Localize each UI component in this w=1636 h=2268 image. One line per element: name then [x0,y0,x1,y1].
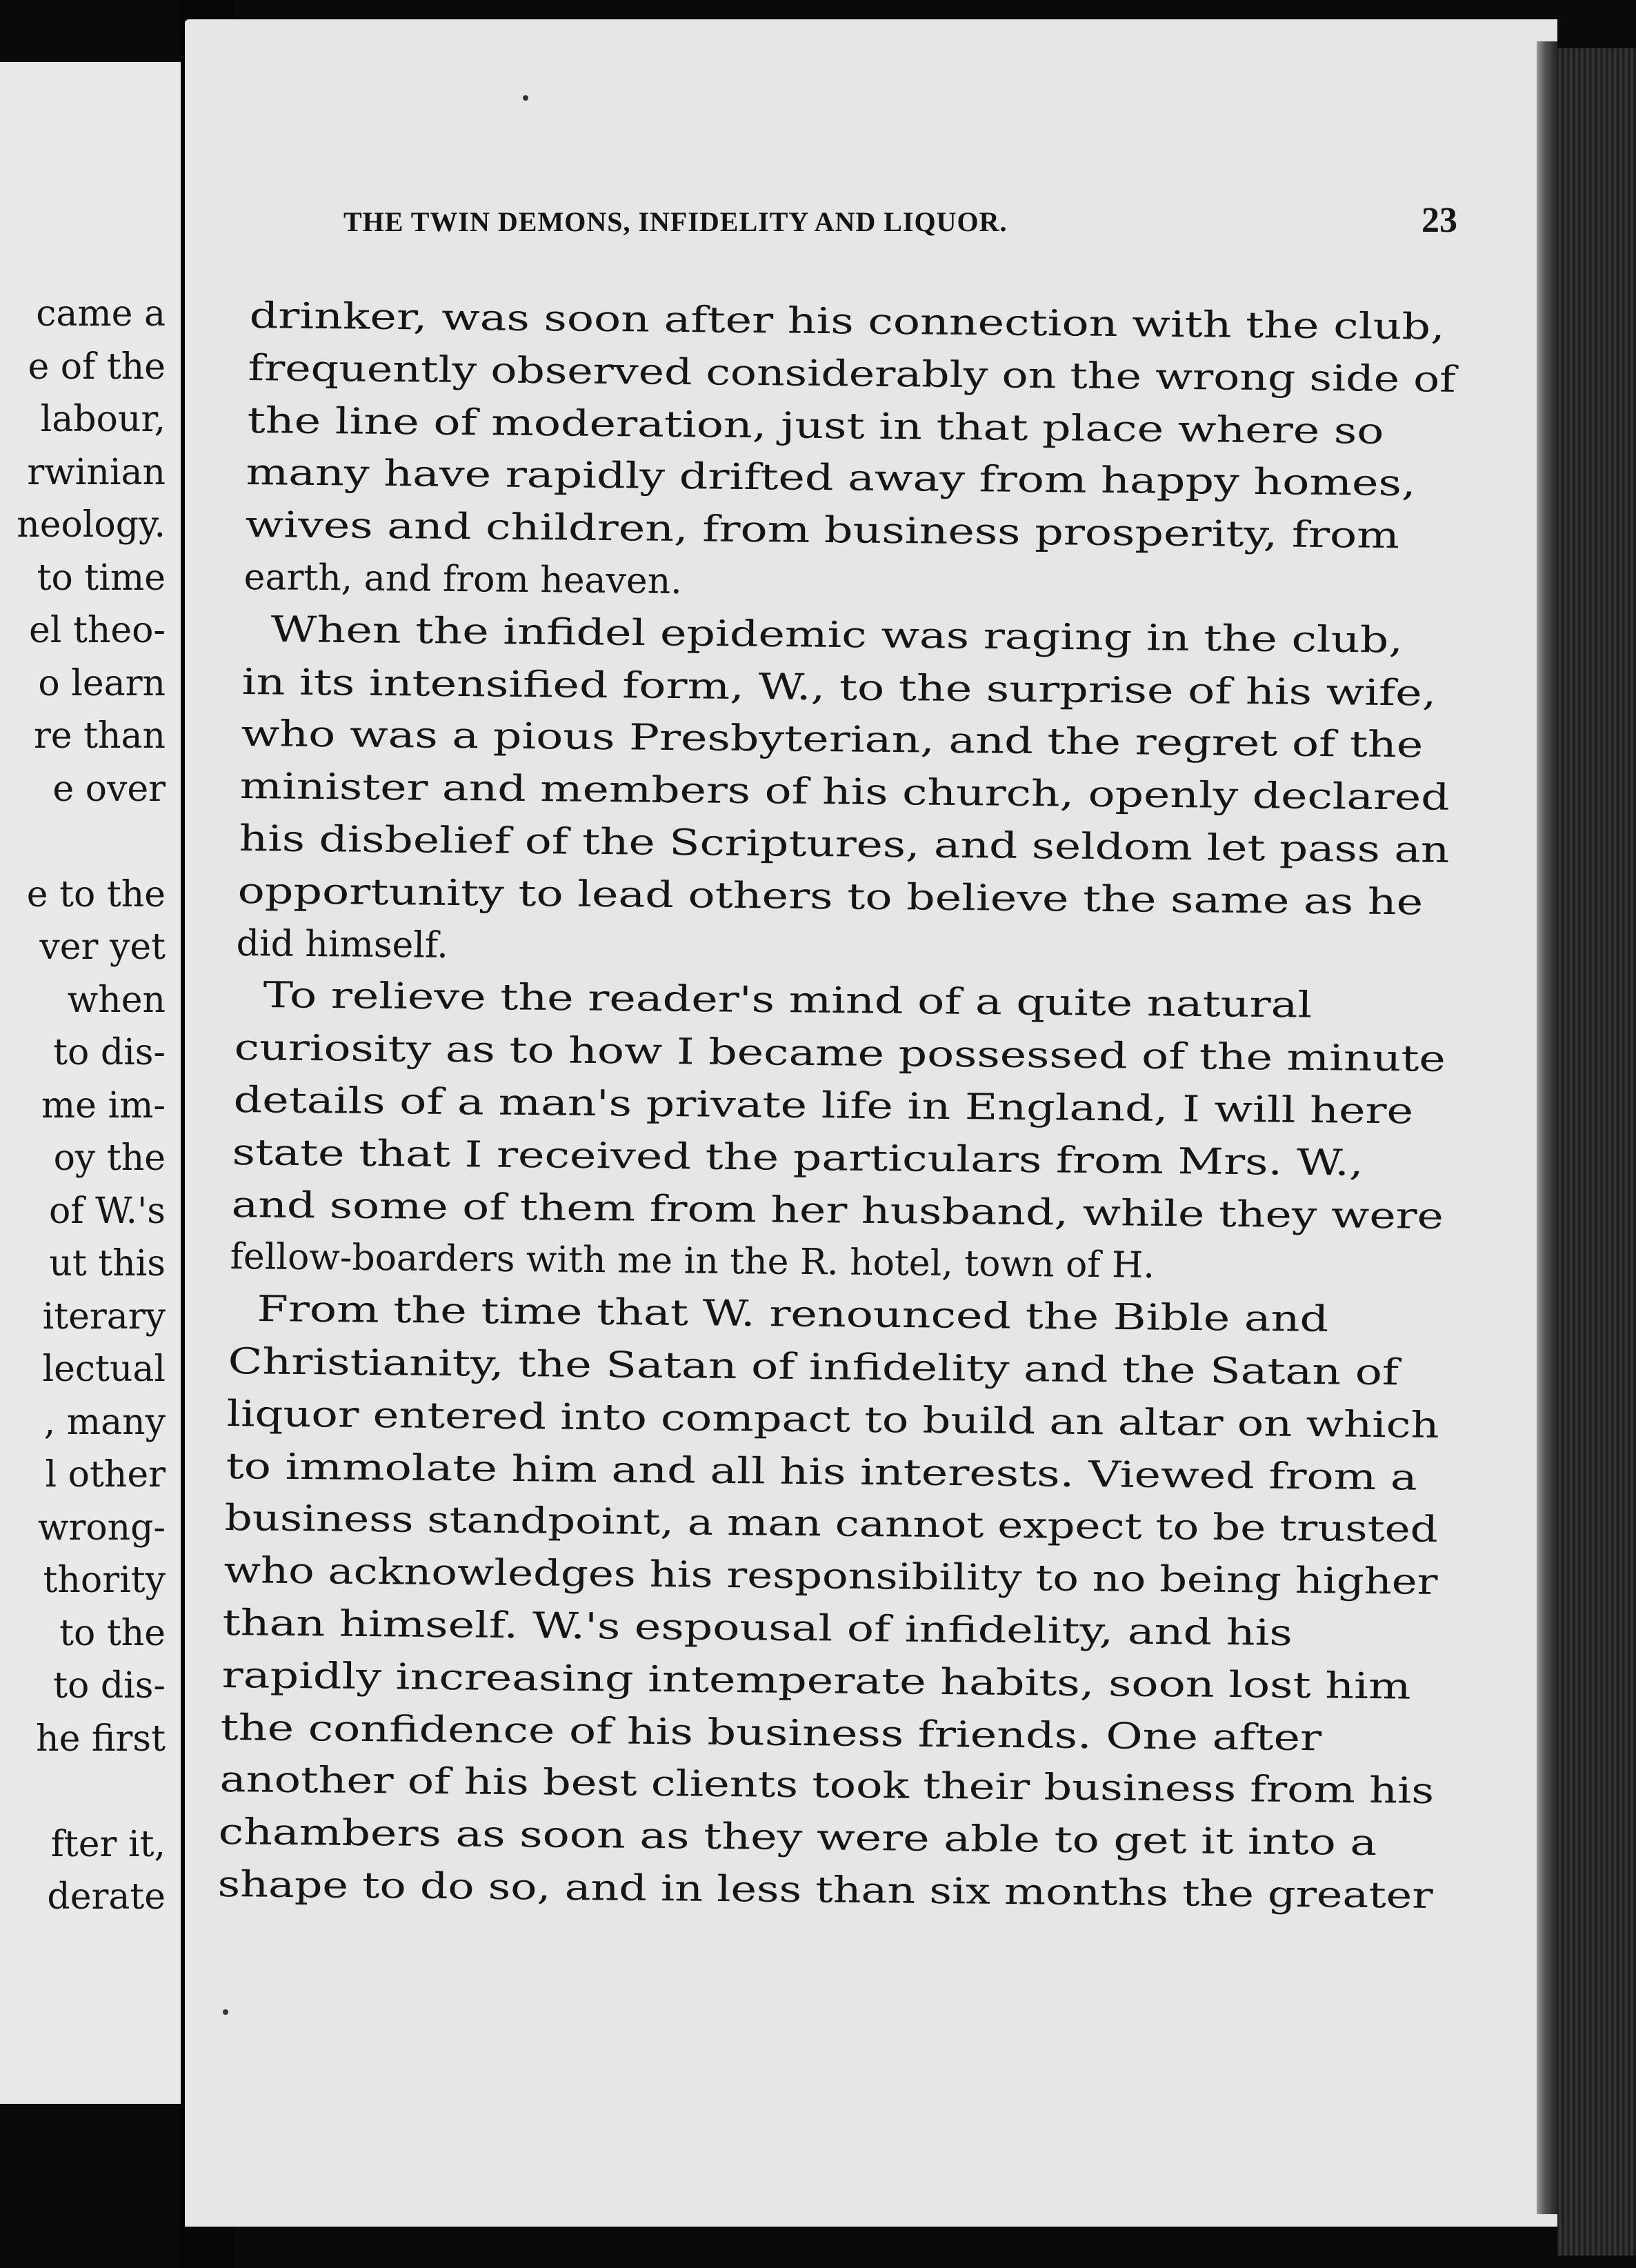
page-edge [1537,41,1557,2214]
left-page-line: fter it, [50,1823,166,1865]
text-line: his disbelief of the Scriptures, and seldom let pass an [238,818,1450,871]
page-number: 23 [1421,201,1457,240]
left-page-line: to time [37,557,166,599]
left-page-line: , many [43,1401,166,1443]
text-line: wives and children, from business prosperity, from [245,504,1399,557]
left-page-line: l other [45,1454,166,1495]
text-line: details of a man's private life in England, I will here [233,1080,1414,1133]
left-page-line: neology. [17,504,166,546]
left-page-line: to the [59,1612,166,1654]
text-line: chambers as soon as they were able to get it into a [218,1811,1377,1864]
left-page-line: e to the [26,873,166,915]
page-stack-edge [1557,48,1636,2256]
left-page-line: came a [36,293,166,335]
left-page-line: oy the [53,1137,166,1179]
left-page-line: iterary [42,1295,166,1337]
text-line: many have rapidly drifted away from happy homes, [246,452,1417,505]
text-line: who was a pious Presbyterian, and the regret of the [241,713,1424,766]
paragraph-first-line: From the time that W. renounced the Bible and [256,1289,1328,1341]
text-line: Christianity, the Satan of infidelity and the Satan of [228,1341,1399,1394]
text-line: frequently observed considerably on the wrong side of [248,347,1457,401]
left-page-line: e of the [28,346,166,388]
left-page-line: to dis- [53,1032,166,1073]
left-page-line: re than [33,715,166,757]
ink-speck [223,2009,228,2015]
left-page-line: derate [47,1876,166,1918]
text-line: in its intensified form, W., to the surprise of his wife, [241,661,1437,715]
left-page-line: labour, [40,399,166,440]
text-line: minister and members of his church, openly declared [239,766,1450,819]
left-page-line: e over [52,768,166,810]
text-line: to immolate him and all his interests. Viewed from a [226,1445,1417,1499]
left-page-line: ut this [49,1243,166,1284]
left-page-line: of W.'s [49,1190,166,1232]
text-line: liquor entered into compact to build an altar on which [226,1393,1440,1446]
left-page-line: ver yet [39,926,166,968]
text-line: did himself. [236,922,449,966]
text-line: who acknowledges his responsibility to no being higher [223,1550,1438,1604]
text-line: another of his best clients took their business from his [219,1759,1434,1813]
right-page [185,19,1557,2227]
text-line: earth, and from heaven. [243,557,683,603]
text-line: than himself. W.'s espousal of infidelity, and his [222,1602,1293,1654]
text-line: opportunity to lead others to believe the same as he [237,870,1424,924]
text-line: curiosity as to how I became possessed of the minute [234,1027,1446,1081]
left-page-line: wrong- [37,1506,166,1549]
left-page-line: to dis- [53,1665,166,1707]
left-page-line: he first [36,1718,166,1760]
left-page-line: lectual [42,1349,166,1390]
left-page-line: o learn [38,662,166,704]
left-page-line: thority [43,1560,166,1601]
left-page-line: rwinian [27,451,166,493]
paragraph-first-line: To relieve the reader's mind of a quite natural [263,975,1313,1026]
left-page-line: when [67,979,166,1021]
text-line: the line of moderation, just in that place where so [247,399,1384,452]
text-line: and some of them from her husband, while they were [231,1184,1444,1237]
text-line: the confidence of his business friends. One after [220,1707,1322,1759]
running-title: THE TWIN DEMONS, INFIDELITY AND LIQUOR. [343,206,1008,237]
left-page-line: me im- [41,1084,166,1126]
ink-speck [523,95,528,101]
left-page-line: el theo- [29,610,166,651]
paragraph-first-line: When the infidel epidemic was raging in the club, [270,608,1403,662]
text-line: business standpoint, a man cannot expect to be trusted [224,1498,1439,1551]
text-line: fellow-boarders with me in the R. hotel, town of H. [230,1236,1155,1287]
body-text [185,19,1557,2227]
text-line: state that I received the particulars from Mrs. W., [232,1131,1364,1184]
left-facing-page [0,62,181,2104]
text-line: shape to do so, and in less than six months the greater [217,1864,1433,1917]
text-line: rapidly increasing intemperate habits, soon lost him [221,1654,1411,1708]
text-line: drinker, was soon after his connection with the club, [249,295,1445,348]
